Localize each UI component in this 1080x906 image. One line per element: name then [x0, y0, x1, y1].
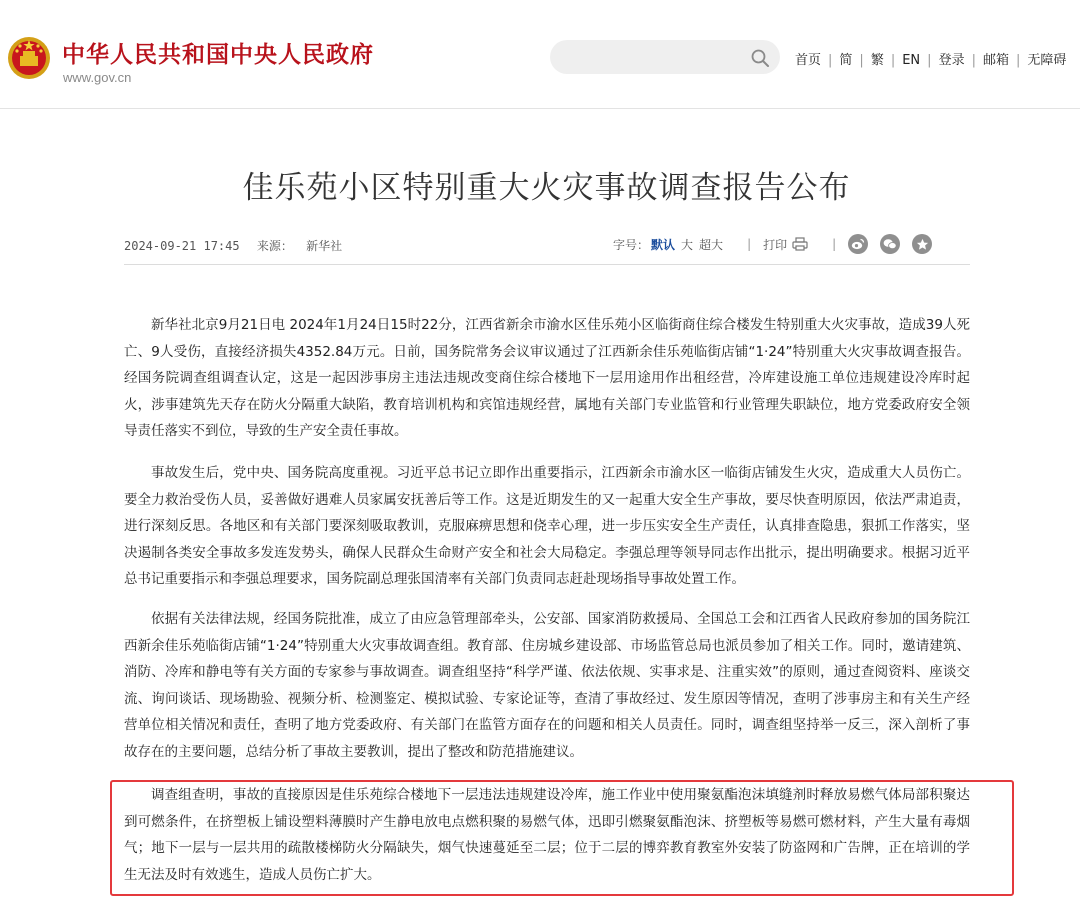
wechat-share-button[interactable] [880, 234, 900, 254]
print-label: 打印 [763, 237, 788, 252]
font-size-large[interactable]: 大 [681, 237, 694, 252]
nav-separator: | [859, 53, 864, 68]
national-emblem-icon[interactable] [6, 34, 52, 82]
weibo-icon [851, 238, 865, 250]
highlight-box [110, 780, 1014, 896]
source-label: 来源： [256, 239, 293, 253]
search-icon[interactable] [750, 48, 770, 68]
publish-date: 2024-09-21 17:45 [124, 239, 240, 253]
favorite-button[interactable] [912, 234, 932, 254]
article-meta [124, 237, 342, 254]
article-paragraph-2: 事故发生后，党中央、国务院高度重视。习近平总书记立即作出重要指示，江西新余市渝水区一临街店铺发生火灾，造成重大人员伤亡。要全力救治受伤人员，妥善做好遇难人员家属安抚善后等工作。这是近期发生的又一起重大安全生产事故，要尽快查明原因，依法严肃追责，进行深刻反思。各地区和有关部门要深刻吸取教训，克服麻痹思想和侥幸心理，进一步压实安全生产责任，认真排查隐患，狠抓工作落实，坚决遏制各类安全事故多发连发势头，确保人民群众生命财产安全和社会大局稳定。李强总理等领导同志作出批示，提出明确要求。根据习近平总书记重要指示和李强总理要求，国务院副总理张国清率有关部门负责同志赶赴现场指导事故处置工作。 [124, 465, 970, 587]
print-icon [792, 237, 808, 251]
nav-separator: | [927, 53, 932, 68]
article-paragraph-1: 新华社北京9月21日电 2024年1月24日15时22分，江西省新余市渝水区佳乐苑小区临街商住综合楼发生特别重大火灾事故，造成39人死亡、9人受伤，直接经济损失4352.84万元。日前，国务院常务会议审议通过了江西新余佳乐苑临街店铺“1·24”特别重大火灾事故调查报告。经国务院调查组调查认定，这是一起因涉事房主违法违规改变商住综合楼地下一层用途用作出租经营，冷库建设施工单位违规建设冷库时起火，涉事建筑先天存在防火分隔重大缺陷，教育培训机构和宾馆违规经营，属地有关部门专业监管和行业管理失职缺位，地方党委政府安全领导责任落实不到位，导致的生产安全责任事故。 [124, 317, 970, 439]
site-header [0, 0, 1080, 109]
top-nav [795, 49, 1066, 68]
font-size-xlarge[interactable]: 超大 [699, 237, 724, 252]
site-title[interactable]: 中华人民共和国中央人民政府 [62, 42, 374, 68]
search-input[interactable] [566, 44, 740, 72]
nav-home[interactable]: 首页 [795, 53, 822, 68]
nav-login[interactable]: 登录 [938, 53, 965, 68]
article-paragraph-4: 调查组查明，事故的直接原因是佳乐苑综合楼地下一层违法违规建设冷库，施工作业中使用聚氨酯泡沫填缝剂时释放易燃气体局部积聚达到可燃条件，在挤塑板上铺设塑料薄膜时产生静电放电点燃积聚的易燃气体，迅即引燃聚氨酯泡沫、挤塑板等易燃可燃材料，产生大量有毒烟气；地下一层与一层共用的疏散楼梯防火分隔缺失，烟气快速蔓延至二层；位于二层的博弈教育教室外安装了防盗网和广告牌，正在培训的学生无法及时有效逃生，造成人员伤亡扩大。 [124, 787, 970, 883]
font-size-label: 字号： [613, 237, 650, 252]
wechat-icon [883, 238, 897, 250]
source-name: 新华社 [306, 239, 343, 253]
font-size-default[interactable]: 默认 [651, 237, 676, 252]
site-url[interactable]: www.gov.cn [63, 70, 132, 85]
nav-english[interactable]: EN [902, 53, 921, 68]
nav-traditional[interactable]: 繁 [870, 53, 884, 68]
tools-separator: | [832, 237, 837, 251]
nav-accessibility[interactable]: 无障碍 [1027, 53, 1067, 68]
article-tools [613, 233, 944, 255]
article-paragraph-3: 依据有关法律法规，经国务院批准，成立了由应急管理部牵头，公安部、国家消防救援局、全国总工会和江西省人民政府参加的国务院江西新余佳乐苑临街店铺“1·24”特别重大火灾事故调查组。教育部、住房城乡建设部、市场监管总局也派员参加了相关工作。同时，邀请建筑、消防、冷库和静电等有关方面的专家参与事故调查。调查组坚持“科学严谨、依法依规、实事求是、注重实效”的原则，通过查阅资料、座谈交流、询问谈话、现场勘验、视频分析、检测鉴定、模拟试验、专家论证等，查清了事故经过、发生原因等情况，查明了涉事房主和有关生产经营单位相关情况和责任，查明了地方党委政府、有关部门在监管方面存在的问题和相关人员责任。同时，调查组坚持举一反三，深入剖析了事故存在的主要问题，总结分析了事故主要教训，提出了整改和防范措施建议。 [124, 611, 970, 760]
nav-mailbox[interactable]: 邮箱 [982, 53, 1009, 68]
meta-divider [124, 264, 970, 265]
tools-separator: | [747, 237, 752, 251]
nav-simplified[interactable]: 简 [839, 53, 853, 68]
nav-separator: | [971, 53, 976, 68]
search-box [550, 40, 780, 74]
weibo-share-button[interactable] [848, 234, 868, 254]
favorite-star-icon [916, 238, 929, 251]
nav-separator: | [1015, 53, 1021, 68]
nav-separator: | [890, 53, 896, 68]
print-button[interactable] [763, 236, 808, 253]
nav-separator: | [828, 53, 833, 68]
article-title: 佳乐苑小区特别重大火灾事故调查报告公布 [242, 170, 851, 206]
